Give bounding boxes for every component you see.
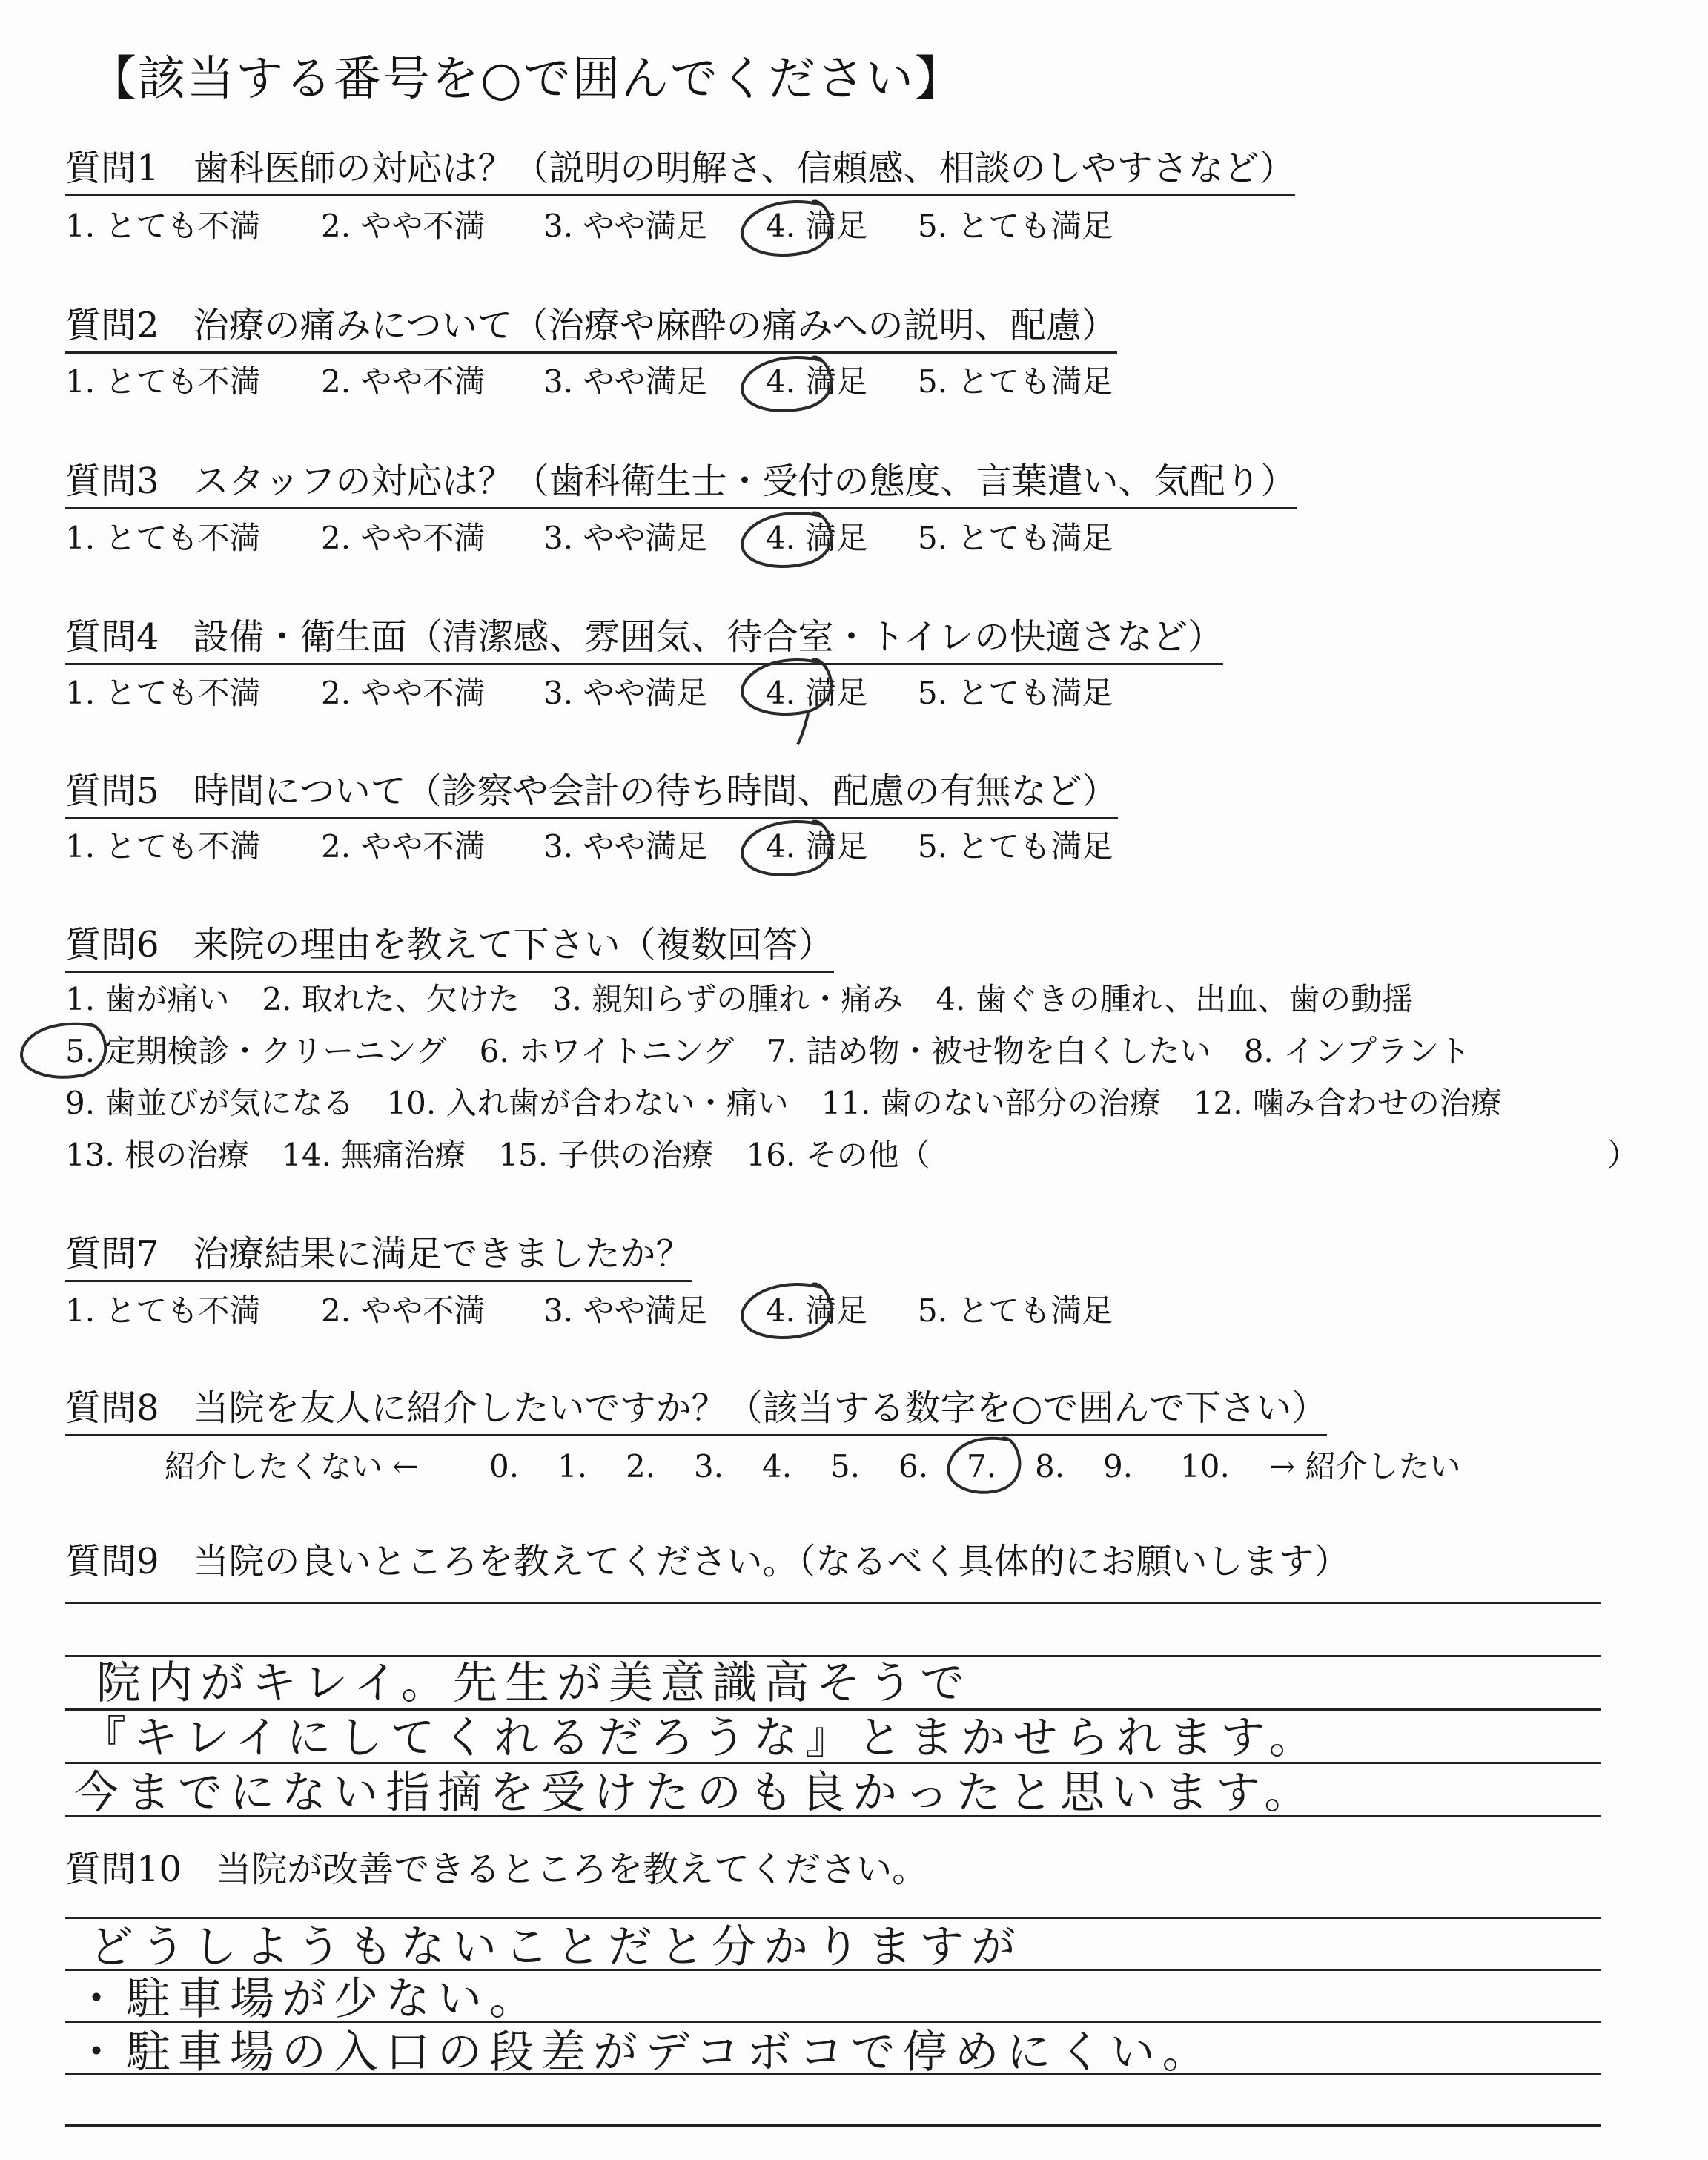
q8-score-9[interactable]: 9. [1103,1448,1133,1484]
q2-option-3[interactable]: 3. やや満足 [543,363,708,400]
q6-option-7[interactable]: 7. 詰め物・被せ物を白くしたい [767,1033,1211,1069]
page-title: 【該当する番号を○で囲んでください】 [89,52,964,107]
q8-score-0[interactable]: 0. [489,1448,520,1484]
question-9-heading: 質問9 当院の良いところを教えてください。（なるべく具体的にお願いします） [65,1541,1350,1582]
q2-option-5[interactable]: 5. とても満足 [918,363,1113,400]
q9-answer-text-3: 今までにない指摘を受けたのも良かったと思います。 [74,1767,1317,1819]
q6-row-4 [65,1133,1639,1178]
question-8-heading: 質問8 当院を友人に紹介したいですか？（該当する数字を○で囲んで下さい） [65,1385,1327,1436]
q8-score-7[interactable]: 7. [967,1448,997,1484]
q8-score-2[interactable]: 2. [626,1448,656,1484]
q8-score-10[interactable]: 10. [1180,1448,1230,1484]
q8-left-label: 紹介したくない ← [165,1448,419,1484]
q8-score-5[interactable]: 5. [830,1448,861,1484]
q2-option-1[interactable]: 1. とても不満 [65,363,261,400]
q4-option-3[interactable]: 3. やや満足 [543,675,708,711]
q8-score-4[interactable]: 4. [762,1448,792,1484]
q3-option-3[interactable]: 3. やや満足 [543,520,708,556]
q1-option-2[interactable]: 2. やや不満 [321,208,486,244]
q10-answer-text-1: どうしようもないことだと分かりますが [89,1921,1023,1973]
q6-option-5[interactable]: 5. 定期検診・クリーニング [65,1033,447,1069]
q6-row-2 [65,1029,1503,1074]
q3-option-2[interactable]: 2. やや不満 [321,520,486,556]
q1-option-3[interactable]: 3. やや満足 [543,208,708,244]
q5-option-1[interactable]: 1. とても不満 [65,828,261,865]
q6-option-14[interactable]: 14. 無痛治療 [282,1137,466,1173]
question-1-heading: 質問1 歯科医師の対応は？（説明の明解さ、信頼感、相談のしやすさなど） [65,145,1295,196]
q9-answer-text-1: 院内がキレイ。先生が美意識高そうで [96,1657,972,1709]
q8-score-8[interactable]: 8. [1035,1448,1065,1484]
q6-option-10[interactable]: 10. 入れ歯が合わない・痛い [386,1085,789,1121]
q6-option-9[interactable]: 9. 歯並びが気になる [65,1085,354,1121]
q5-option-4[interactable]: 4. 満足 [766,828,868,865]
q8-score-1[interactable]: 1. [557,1448,588,1484]
q10-answer-text-3: ・駐車場の入口の段差がデコボコで停めにくい。 [74,2027,1214,2078]
q3-option-4[interactable]: 4. 満足 [766,520,868,556]
q6-option-15[interactable]: 15. 子供の治療 [498,1137,714,1173]
q6-option-16[interactable]: 16. その他（ [746,1137,930,1173]
q8-right-label: → 紹介したい [1269,1448,1461,1484]
q6-row-3 [65,1081,1535,1126]
q5-option-5[interactable]: 5. とても満足 [918,828,1113,865]
q5-option-3[interactable]: 3. やや満足 [543,828,708,865]
q8-score-6[interactable]: 6. [898,1448,929,1484]
q6-option-3[interactable]: 3. 親知らずの腫れ・痛み [552,981,904,1017]
q6-other-close-paren: ） [1607,1137,1639,1173]
q4-option-4[interactable]: 4. 満足 [766,675,868,711]
q6-option-4[interactable]: 4. 歯ぐきの腫れ、出血、歯の動揺 [936,981,1414,1017]
q1-option-1[interactable]: 1. とても不満 [65,208,261,244]
q7-option-1[interactable]: 1. とても不満 [65,1292,261,1329]
q7-option-4[interactable]: 4. 満足 [766,1292,868,1329]
question-4-heading: 質問4 設備・衛生面（清潔感、雰囲気、待合室・トイレの快適さなど） [65,614,1223,665]
question-7-heading: 質問7 治療結果に満足できましたか？ [65,1231,692,1282]
question-3-heading: 質問3 スタッフの対応は？（歯科衛生士・受付の態度、言葉遣い、気配り） [65,458,1297,509]
q3-option-1[interactable]: 1. とても不満 [65,520,261,556]
q1-option-5[interactable]: 5. とても満足 [918,208,1113,244]
q7-option-3[interactable]: 3. やや満足 [543,1292,708,1329]
q3-option-5[interactable]: 5. とても満足 [918,520,1113,556]
q9-answer-text-2: 『キレイにしてくれるだろうな』とまかせられます。 [82,1712,1321,1764]
question-5-heading: 質問5 時間について（診察や会計の待ち時間、配慮の有無など） [65,768,1118,819]
q6-option-12[interactable]: 12. 噛み合わせの治療 [1193,1085,1502,1121]
q6-row-1 [65,977,1446,1022]
question-10-heading: 質問10 当院が改善できるところを教えてください。 [65,1849,928,1890]
q5-option-2[interactable]: 2. やや不満 [321,828,486,865]
q6-option-6[interactable]: 6. ホワイトニング [479,1033,735,1069]
q6-option-8[interactable]: 8. インプラント [1243,1033,1471,1069]
q2-option-4[interactable]: 4. 満足 [766,363,868,400]
q7-option-2[interactable]: 2. やや不満 [321,1292,486,1329]
q6-option-2[interactable]: 2. 取れた、欠けた [262,981,520,1017]
q6-option-1[interactable]: 1. 歯が痛い [65,981,230,1017]
q8-score-3[interactable]: 3. [694,1448,724,1484]
q7-option-5[interactable]: 5. とても満足 [918,1292,1113,1329]
question-6-heading: 質問6 来院の理由を教えて下さい（複数回答） [65,922,834,973]
q6-option-11[interactable]: 11. 歯のない部分の治療 [821,1085,1161,1121]
q10-answer-text-2: ・駐車場が少ない。 [74,1973,541,2025]
q6-option-13[interactable]: 13. 根の治療 [65,1137,250,1173]
question-2-heading: 質問2 治療の痛みについて（治療や麻酔の痛みへの説明、配慮） [65,303,1117,354]
q9-answer-line-1 [65,1602,1601,1604]
q1-option-4[interactable]: 4. 満足 [766,208,868,244]
q4-option-2[interactable]: 2. やや不満 [321,675,486,711]
q4-option-5[interactable]: 5. とても満足 [918,675,1113,711]
q2-option-2[interactable]: 2. やや不満 [321,363,486,400]
q4-option-1[interactable]: 1. とても不満 [65,675,261,711]
q10-answer-line-5 [65,2124,1601,2127]
